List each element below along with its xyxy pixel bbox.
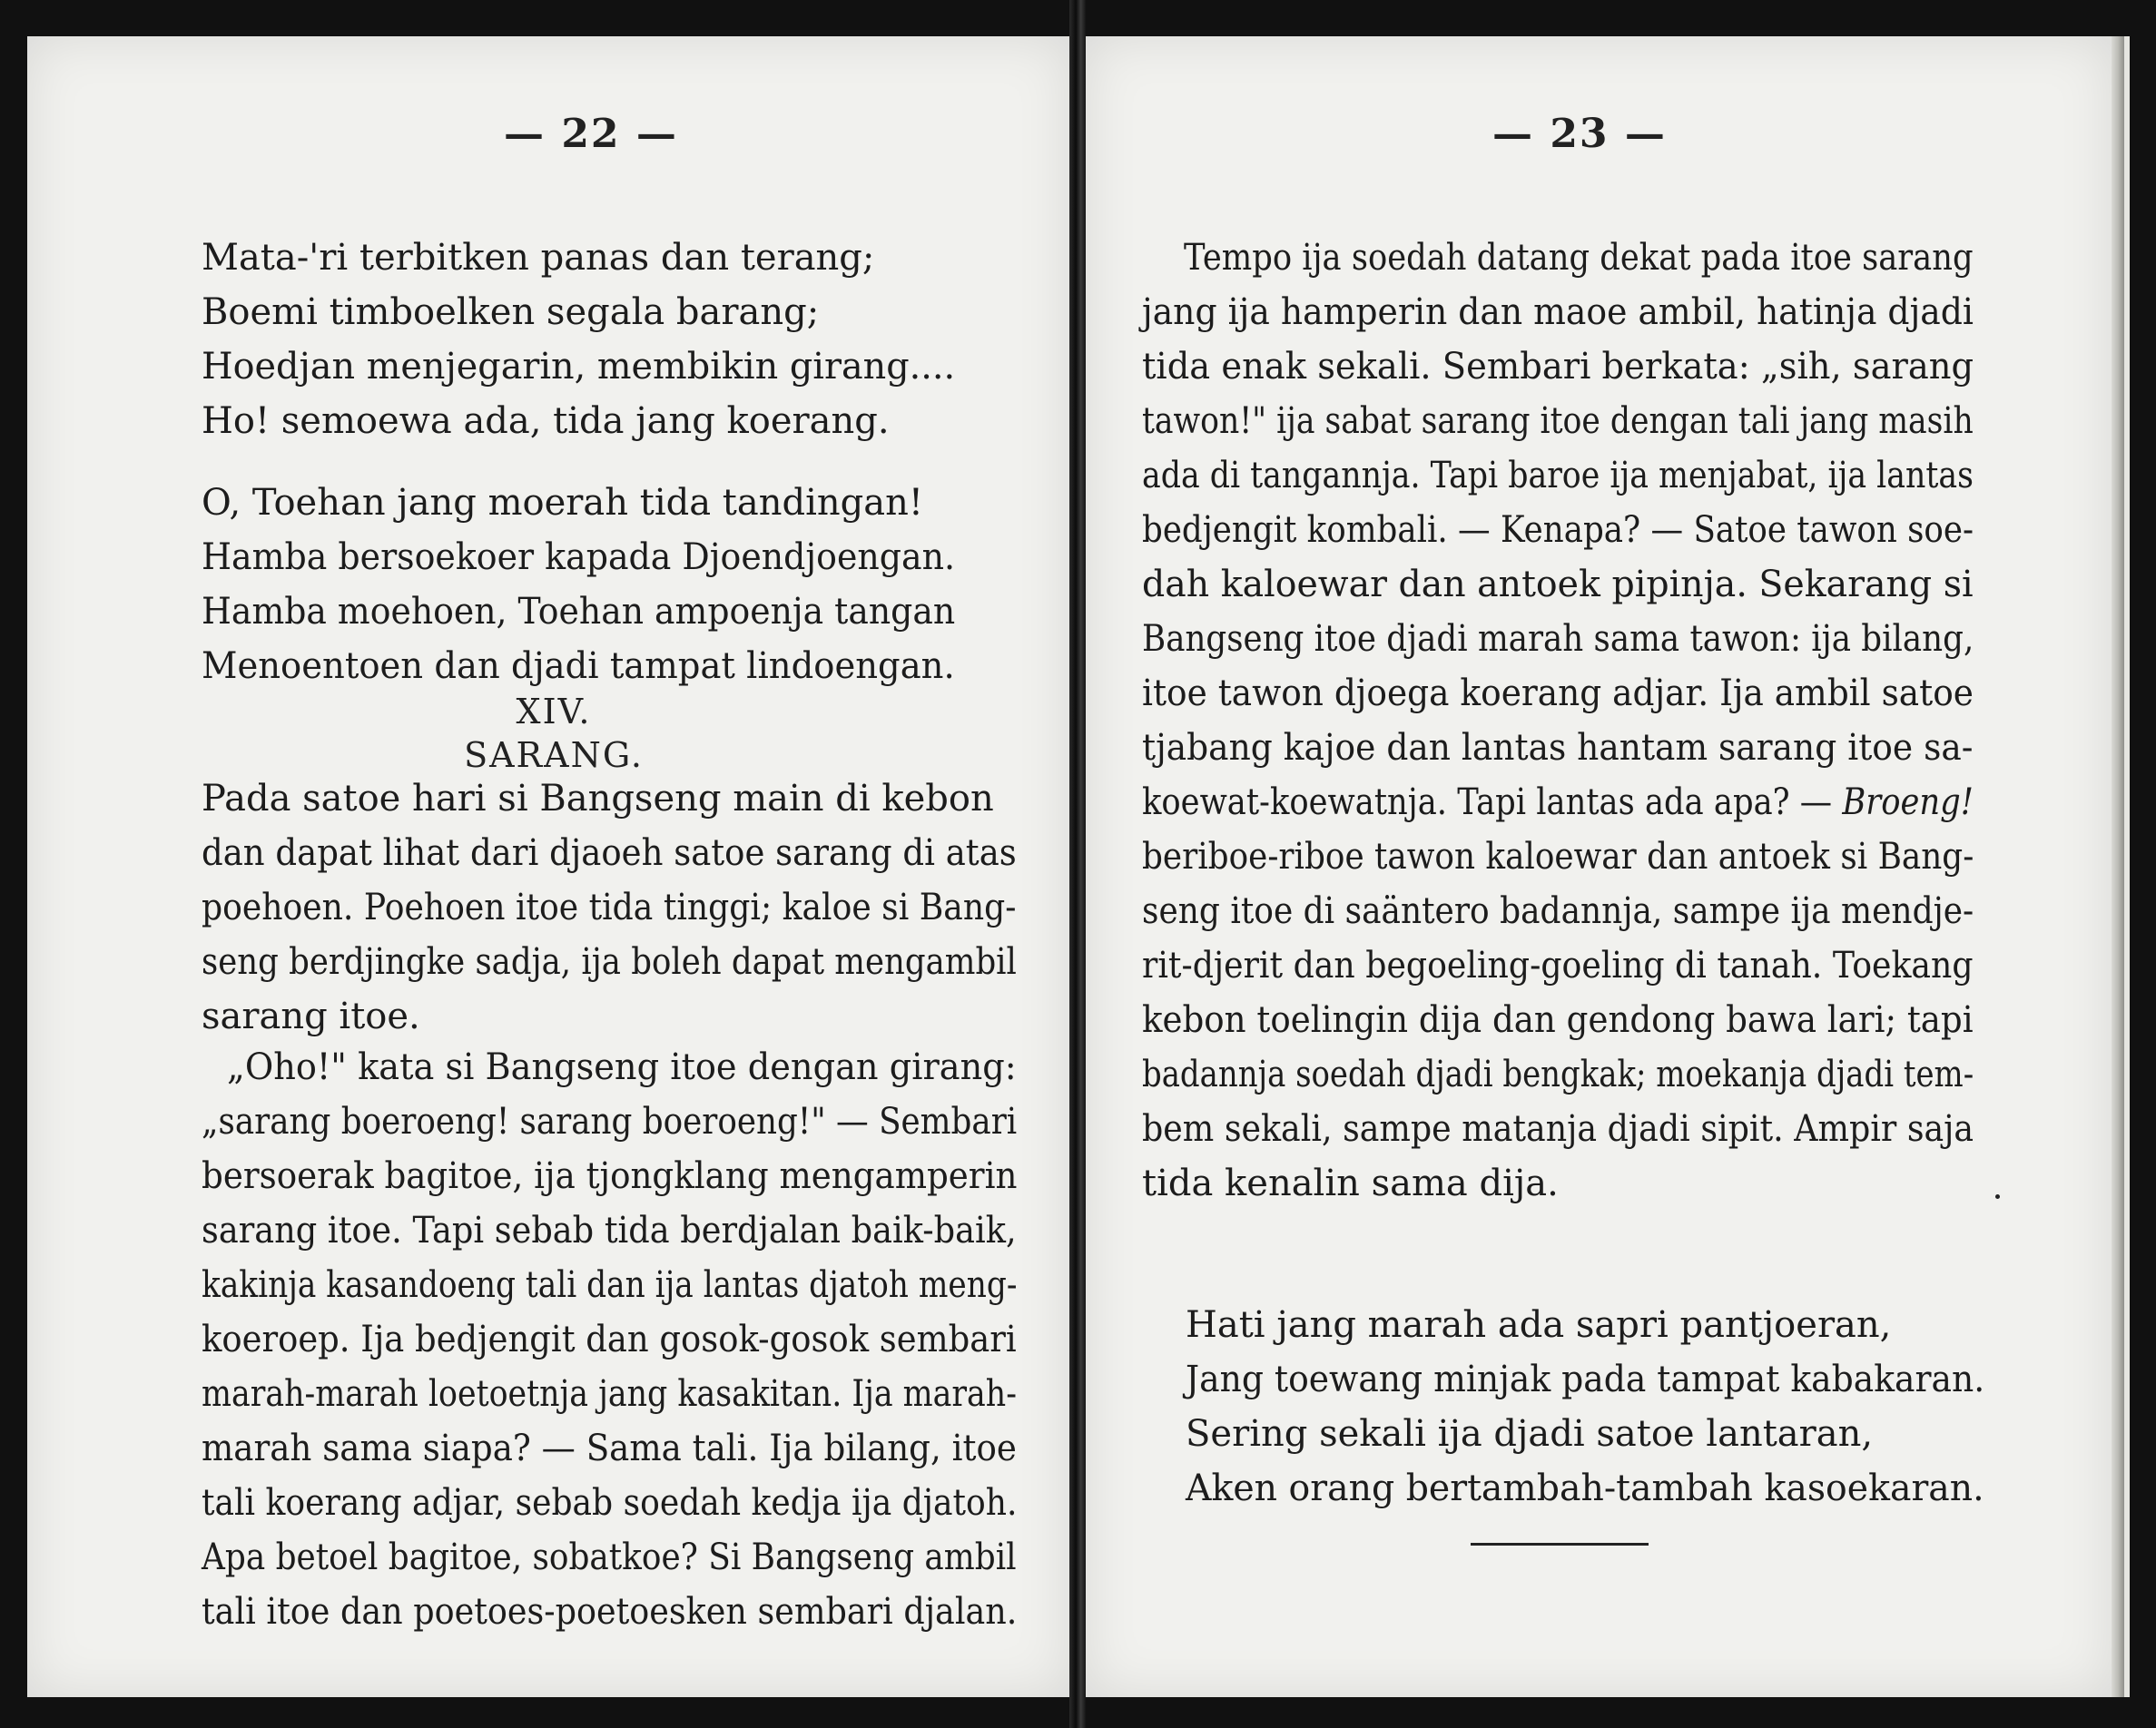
text-line: ada di tangannja. Tapi baroe ija menjabat, ija lantas [1142, 455, 1974, 496]
page-number-left: — 22 — [504, 111, 678, 157]
text-line: „sarang boeroeng! sarang boeroeng!" — Sembari [202, 1101, 1018, 1143]
poem-line: Sering sekali ija djadi satoe lantaran, [1186, 1413, 1874, 1455]
ink-speck [1995, 1194, 2000, 1199]
text-line: tjabang kajoe dan lantas hantam sarang itoe sa- [1142, 727, 1974, 769]
text-line: dah kaloewar dan antoek pipinja. Sekarang si [1142, 564, 1974, 605]
text-segment: koewat-koewatnja. Tapi lantas ada apa? — [1142, 781, 1833, 823]
text-line: tali koerang adjar, sebab soedah kedja ija djatoh. [202, 1482, 1018, 1524]
text-line: jang ija hamperin dan maoe ambil, hatinja djadi [1142, 291, 1974, 333]
chapter-title: SARANG. [464, 735, 644, 775]
page-edge-light [2124, 36, 2130, 1697]
page-number-right: — 23 — [1492, 111, 1667, 157]
text-line: bem sekali, sampe matanja djadi sipit. Ampir saja [1142, 1108, 1974, 1150]
poem-line: Hamba moehoen, Toehan ampoenja tangan [202, 591, 956, 633]
text-line: sarang itoe. [202, 996, 420, 1037]
chapter-number: XIV. [516, 692, 592, 731]
poem-line: Mata-'ri terbitken panas dan terang; [202, 237, 875, 279]
text-line: seng berdjingke sadja, ija boleh dapat mengambil [202, 941, 1017, 983]
poem-line: O, Toehan jang moerah tida tandingan! [202, 482, 923, 524]
text-line: koeroep. Ija bedjengit dan gosok-gosok sembari [202, 1319, 1017, 1360]
text-line: „Oho!" kata si Bangseng itoe dengan girang: [227, 1046, 1017, 1088]
text-line: marah sama siapa? — Sama tali. Ija bilang, itoe [202, 1428, 1017, 1469]
text-line: bersoerak bagitoe, ija tjongklang mengamperin [202, 1155, 1018, 1197]
text-line: seng itoe di saäntero badannja, sampe ija mendje- [1142, 890, 1974, 932]
poem-line: Aken orang bertambah-tambah kasoekaran. [1186, 1468, 1984, 1509]
page-edge [2112, 36, 2124, 1697]
text-line: dan dapat lihat dari djaoeh satoe sarang di atas [202, 832, 1017, 874]
text-line: Apa betoel bagitoe, sobatkoe? Si Bangseng ambil [202, 1537, 1017, 1578]
text-line: rit-djerit dan begoeling-goeling di tanah. Toekang [1142, 945, 1974, 987]
text-line: Bangseng itoe djadi marah sama tawon: ija bilang, [1142, 618, 1974, 660]
text-line: itoe tawon djoega koerang adjar. Ija ambil satoe [1142, 673, 1974, 714]
text-line: poehoen. Poehoen itoe tida tinggi; kaloe si Bang- [202, 887, 1017, 928]
poem-line: Hati jang marah ada sapri pantjoeran, [1186, 1304, 1892, 1346]
text-line: tida kenalin sama dija. [1142, 1163, 1559, 1204]
poem-line: Hoedjan menjegarin, membikin girang.... [202, 346, 956, 388]
left-page [27, 36, 1069, 1697]
poem-line: Hamba bersoekoer kapada Djoendjoengan. [202, 536, 956, 578]
text-line: Tempo ija soedah datang dekat pada itoe sarang [1184, 237, 1974, 279]
text-line: bedjengit kombali. — Kenapa? — Satoe tawon soe- [1142, 509, 1974, 551]
italic-exclamation: Broeng! [1842, 781, 1974, 823]
poem-line: Jang toewang minjak pada tampat kabakaran. [1186, 1359, 1985, 1400]
text-line: tawon!" ija sabat sarang itoe dengan tali jang masih [1142, 400, 1974, 442]
text-line: kebon toelingin dija dan gendong bawa lari; tapi [1142, 999, 1974, 1041]
text-line: kakinja kasandoeng tali dan ija lantas djatoh meng- [202, 1264, 1018, 1306]
text-line [1142, 775, 1974, 830]
text-line: beriboe-riboe tawon kaloewar dan antoek si Bang- [1142, 836, 1974, 878]
text-line: Pada satoe hari si Bangseng main di kebon [202, 778, 994, 820]
text-line: badannja soedah djadi bengkak; moekanja djadi tem- [1142, 1054, 1974, 1095]
poem-line: Boemi timboelken segala barang; [202, 291, 820, 333]
poem-line: Ho! semoewa ada, tida jang koerang. [202, 400, 890, 442]
poem-line: Menoentoen dan djadi tampat lindoengan. [202, 645, 955, 687]
end-rule [1471, 1543, 1649, 1546]
text-line: marah-marah loetoetnja jang kasakitan. Ija marah- [202, 1373, 1017, 1415]
book-gutter [1069, 0, 1086, 1728]
text-line: tali itoe dan poetoes-poetoesken sembari djalan. [202, 1591, 1018, 1633]
right-page [1086, 36, 2112, 1697]
text-line: tida enak sekali. Sembari berkata: „sih, sarang [1142, 346, 1974, 388]
text-line: sarang itoe. Tapi sebab tida berdjalan baik-baik, [202, 1210, 1017, 1252]
